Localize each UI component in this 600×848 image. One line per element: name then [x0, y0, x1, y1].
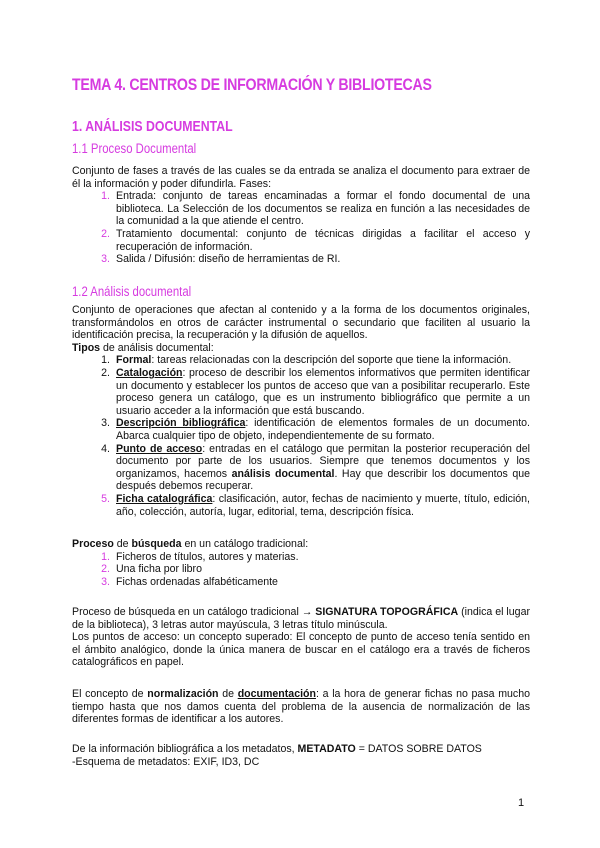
proceso-section [72, 165, 530, 266]
normalizacion-paragraph: El concepto de normalización de documentación: a la hora de generar fichas no pasa mucho tiempo hasta que nos damos cuenta del problema de la ausencia de normalización de las diferentes formas de identificar a los autores. [72, 688, 531, 726]
list-item: 1. Ficheros de títulos, autores y materias. [101, 550, 299, 563]
paragraph: Conjunto de fases a través de las cuales se da entrada se analiza el documento para extraer de él la información y poder difundirla. Fases: [72, 165, 530, 190]
signatura-paragraph: Proceso de búsqueda en un catálogo tradicional → SIGNATURA TOPOGRÁFICA (indica el lugar de la biblioteca), 3 letras autor mayúscula, 3 letras título minúscula. Los puntos de acceso: un concepto superado: El concepto de punto de acceso tenía sentido en el ámbito analógico, donde la única manera de buscar en el catálogo era a través de ficheros catalográficos en papel. [72, 606, 530, 669]
busqueda-section [72, 538, 530, 588]
busqueda-list [72, 551, 530, 589]
list-item: 1. Entrada: conjunto de tareas encaminadas a formar el fondo documental de una biblioteca. La Selección de los documentos se realiza en función a las necesidades de la comunidad a la que atiende el centro. [101, 190, 530, 228]
list-item: 2. Una ficha por libro [101, 563, 202, 576]
subsection-heading: 1.2 Análisis documental [72, 284, 192, 299]
tipos-list [72, 354, 530, 518]
list-item: 2. Catalogación: proceso de describir los elementos informativos que permiten identificar un documento y establecer los puntos de acceso que van a posibilitar recuperarlo. Este proceso genera un catálogo, que es un instrumento bibliográfico que permite a un usuario acceder a la información que está buscando. [101, 366, 530, 417]
paragraph: Conjunto de operaciones que afectan al contenido y a la forma de los documentos originales, transformándolos en otros de carácter instrumental o secundario que faciliten al usuario la identificación precisa, la recuperación y la difusión de aquellos. [72, 304, 530, 342]
paragraph: Los puntos de acceso: un concepto superado: El concepto de punto de acceso tenía sentido en el ámbito analógico, donde la única manera de buscar en el catálogo era a través de ficheros catalográficos en papel. [72, 631, 530, 669]
list-item: 5. Ficha catalográfica: clasificación, autor, fechas de nacimiento y muerte, título, edición, año, colección, autoría, lugar, editorial, tema, descripción física. [101, 492, 530, 518]
list-item: 3. Fichas ordenadas alfabéticamente [101, 575, 278, 588]
busqueda-intro: Proceso de búsqueda en un catálogo tradicional: [72, 538, 309, 550]
list-item: 1. Formal: tareas relacionadas con la descripción del soporte que tiene la información. [101, 354, 512, 367]
list-item: 2. Tratamiento documental: conjunto de técnicas dirigidas a facilitar el acceso y recuperación de información. [101, 227, 530, 253]
metadatos-paragraph: De la información bibliográfica a los metadatos, METADATO = DATOS SOBRE DATOS -Esquema de metadatos: EXIF, ID3, DC [72, 743, 530, 768]
analisis-section [72, 304, 530, 518]
tipos-intro: Tipos de análisis documental: [72, 341, 214, 354]
fases-list [72, 190, 530, 266]
list-item: 3. Descripción bibliográfica: identificación de elementos formales de un documento. Abarca cualquier tipo de objeto, independientemente de su formato. [101, 417, 530, 442]
list-item: 3. Salida / Difusión: diseño de herramientas de RI. [101, 253, 341, 266]
list-item: 4. Punto de acceso: entradas en el catálogo que permitan la posterior recuperación del documento por parte de los usuarios. Siempre que tenemos documentos y los organizamos, hacemos análisis documental. Hay que describir los documentos que después debemos recuperar. [101, 442, 531, 493]
paragraph: -Esquema de metadatos: EXIF, ID3, DC [72, 755, 260, 768]
page-number: 1 [518, 797, 525, 809]
section-heading: 1. ANÁLISIS DOCUMENTAL [72, 118, 233, 135]
page-title: TEMA 4. CENTROS DE INFORMACIÓN Y BIBLIOTECAS [72, 76, 432, 94]
subsection-heading: 1.1 Proceso Documental [72, 141, 197, 156]
